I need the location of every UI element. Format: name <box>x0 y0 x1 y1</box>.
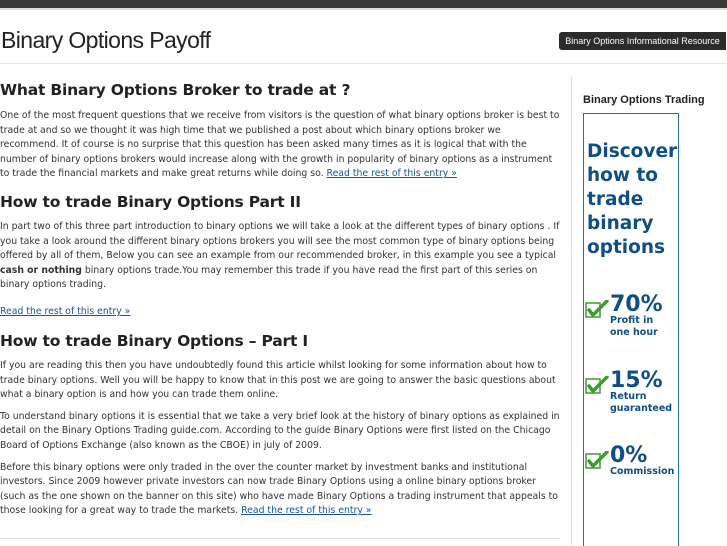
site-tagline-badge: Binary Options Informational Resource <box>559 32 726 50</box>
post-how-to-trade-part-1 <box>0 331 560 519</box>
read-more-link[interactable]: Read the rest of this entry » <box>0 305 131 317</box>
sidebar-border <box>571 76 572 545</box>
green-checkmark-icon <box>585 376 609 396</box>
post-divider <box>0 538 560 539</box>
binary-options-banner-ad[interactable] <box>583 113 679 546</box>
stat-label-line: one hour <box>610 327 658 338</box>
stat-value: 15% <box>610 368 663 393</box>
top-bar <box>0 0 727 8</box>
top-bar-shadow <box>0 8 727 10</box>
green-checkmark-icon <box>585 300 609 320</box>
read-more-link[interactable]: Read the rest of this entry » <box>241 505 372 517</box>
site-title[interactable]: Binary Options Payoff <box>1 27 211 53</box>
stat-label-line: Profit in <box>610 315 654 326</box>
post-title[interactable]: How to trade Binary Options Part II <box>0 193 301 211</box>
stat-label-line: Return <box>610 391 647 402</box>
post-paragraph <box>0 461 560 519</box>
post-title[interactable]: How to trade Binary Options – Part I <box>0 332 308 350</box>
stat-label <box>610 466 674 478</box>
post-paragraph: If you are reading this then you have undoubtedly found this article whilst looking for some information about how to trade binary options. Well you will be happy to know that in this post we are going to answer the basic questions about what a binary option is and how you can trade them online. <box>0 360 556 401</box>
banner-headline: Discover how to trade binary options <box>587 141 678 258</box>
post-text: In part two of this three part introduction to binary options we will take a look at the different types of binary options . If you take a look around the different binary options brokers you will see the most common type of binary options being offered by all of them, Below you can see an example from our recommended broker, in this example you see a typical <box>0 221 560 262</box>
stat-label <box>610 315 658 339</box>
stat-label-line: guaranteed <box>610 403 673 414</box>
post-title[interactable]: What Binary Options Broker to trade at ? <box>0 81 351 99</box>
post-text-bold: cash or nothing <box>0 264 82 276</box>
read-more-row <box>0 305 560 320</box>
post-what-broker <box>0 80 560 182</box>
post-how-to-trade-part-2 <box>0 192 560 320</box>
stat-label <box>610 391 672 415</box>
header-divider <box>0 63 727 64</box>
read-more-link[interactable]: Read the rest of this entry » <box>326 168 457 180</box>
post-paragraph: To understand binary options it is essential that we take a very brief look at the history of binary options as explained in detail on the Binary Options Trading guide.com. According to the guide Binary Options were first listed on the Chicago Board of Options Exchange (also known as the CBOE) in july of 2009. <box>0 410 560 451</box>
stat-value: 70% <box>610 292 663 317</box>
stat-label-line: Commission <box>610 466 675 477</box>
post-excerpt <box>0 109 560 182</box>
green-checkmark-icon <box>585 451 609 471</box>
post-text: Before this binary options were only traded in the over the counter market by investment banks and institutional investors. Since 2009 however private investors can now trade Binary Options using a online binary options broker (such as the one shown on the banner on this site) who have made Binary Options a trading instrument that appeals to those looking for a great way to trade the markets. <box>0 461 558 517</box>
stat-value: 0% <box>610 443 648 468</box>
post-text: binary options trade.You may remember this trade if you have read the first part of this series on binary options trading. <box>0 264 538 291</box>
post-excerpt <box>0 220 560 293</box>
sidebar-title: Binary Options Trading <box>583 94 705 106</box>
post-text: One of the most frequent questions that we receive from visitors is the question of what binary options broker is best to trade at and so we thought it was high time that we published a post about which binary options broker we recommend. It of course is no surprise that this question has been asked many times as it is logical that with the number of binary options brokers would increase along with the growth in popularity of binary options as a instrument to trade the financial markets and make great returns while doing so. <box>0 110 560 180</box>
